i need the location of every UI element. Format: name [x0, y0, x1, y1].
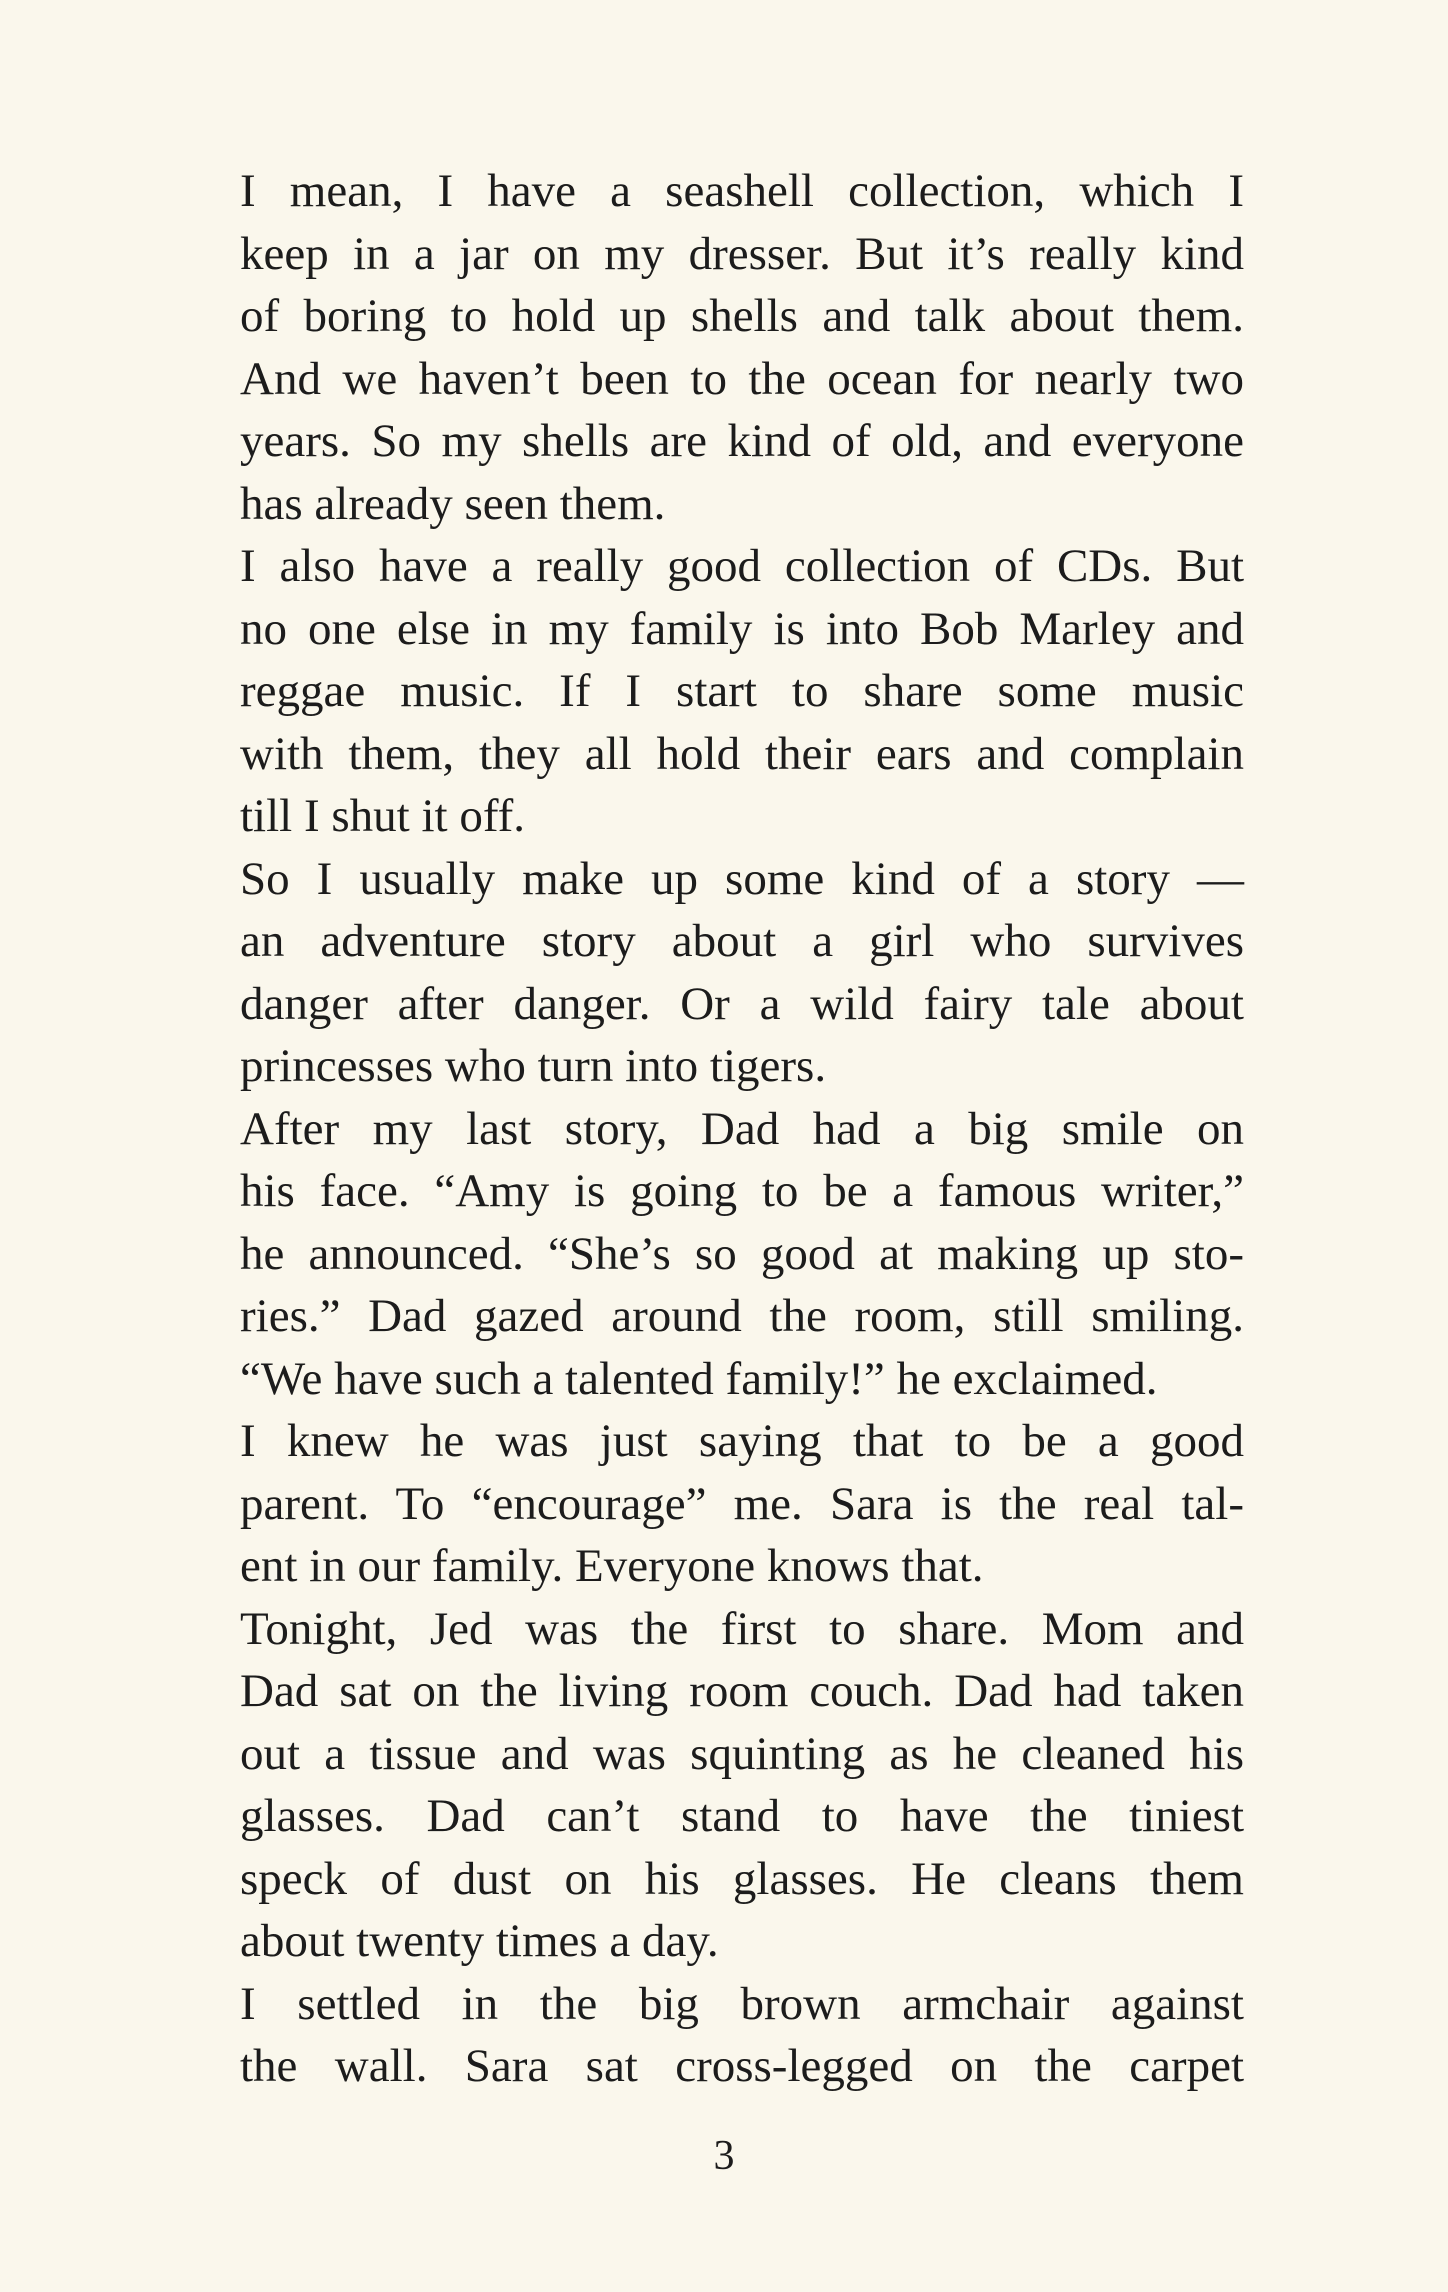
paragraph — [188, 1598, 1244, 1973]
text-line: keep in a jar on my dresser. But it’s really kind — [240, 227, 1244, 280]
text-line: ries.” Dad gazed around the room, still smiling. — [240, 1290, 1244, 1342]
body-text — [188, 160, 1244, 2098]
text-line: So I usually make up some kind of a story — — [240, 852, 1244, 905]
text-line: reggae music. If I start to share some music — [240, 665, 1244, 717]
text-line: years. So my shells are kind of old, and everyone — [240, 415, 1244, 467]
text-line: And we haven’t been to the ocean for nearly two — [240, 352, 1244, 405]
paragraph — [188, 535, 1244, 848]
text-line: till I shut it off. — [240, 790, 526, 842]
text-line: I mean, I have a seashell collection, which I — [240, 165, 1244, 217]
text-line: no one else in my family is into Bob Marley and — [240, 602, 1244, 655]
paragraph — [188, 1410, 1244, 1598]
paragraph — [188, 1098, 1244, 1411]
text-line: out a tissue and was squinting as he cleaned his — [240, 1727, 1244, 1780]
text-line: After my last story, Dad had a big smile on — [240, 1102, 1244, 1155]
text-line: princesses who turn into tigers. — [240, 1040, 827, 1092]
text-line: I settled in the big brown armchair against — [240, 1977, 1244, 2030]
text-line: ent in our family. Everyone knows that. — [240, 1540, 984, 1592]
text-line: with them, they all hold their ears and complain — [240, 727, 1244, 780]
text-line: Dad sat on the living room couch. Dad had taken — [240, 1665, 1244, 1717]
text-line: he announced. “She’s so good at making up sto- — [240, 1227, 1244, 1280]
page-number: 3 — [713, 2133, 735, 2179]
paragraph — [188, 160, 1244, 535]
text-line: I also have a really good collection of CDs. But — [240, 540, 1244, 592]
paragraph — [188, 848, 1244, 1098]
text-line: parent. To “encourage” me. Sara is the real tal- — [240, 1477, 1244, 1530]
text-line: his face. “Amy is going to be a famous writer,” — [240, 1165, 1244, 1217]
text-line: I knew he was just saying that to be a good — [240, 1415, 1244, 1467]
text-line: speck of dust on his glasses. He cleans them — [240, 1852, 1244, 1905]
text-line: “We have such a talented family!” he exclaimed. — [240, 1352, 1158, 1405]
text-line: of boring to hold up shells and talk about them. — [240, 290, 1244, 342]
text-line: has already seen them. — [240, 477, 666, 530]
text-line: the wall. Sara sat cross-legged on the carpet — [240, 2040, 1244, 2092]
text-line: an adventure story about a girl who survives — [240, 915, 1244, 967]
text-line: about twenty times a day. — [240, 1915, 719, 1967]
paragraph — [188, 1973, 1244, 2098]
text-line: glasses. Dad can’t stand to have the tiniest — [240, 1790, 1244, 1842]
text-line: Tonight, Jed was the first to share. Mom and — [240, 1602, 1244, 1655]
text-line: danger after danger. Or a wild fairy tale about — [240, 977, 1244, 1030]
